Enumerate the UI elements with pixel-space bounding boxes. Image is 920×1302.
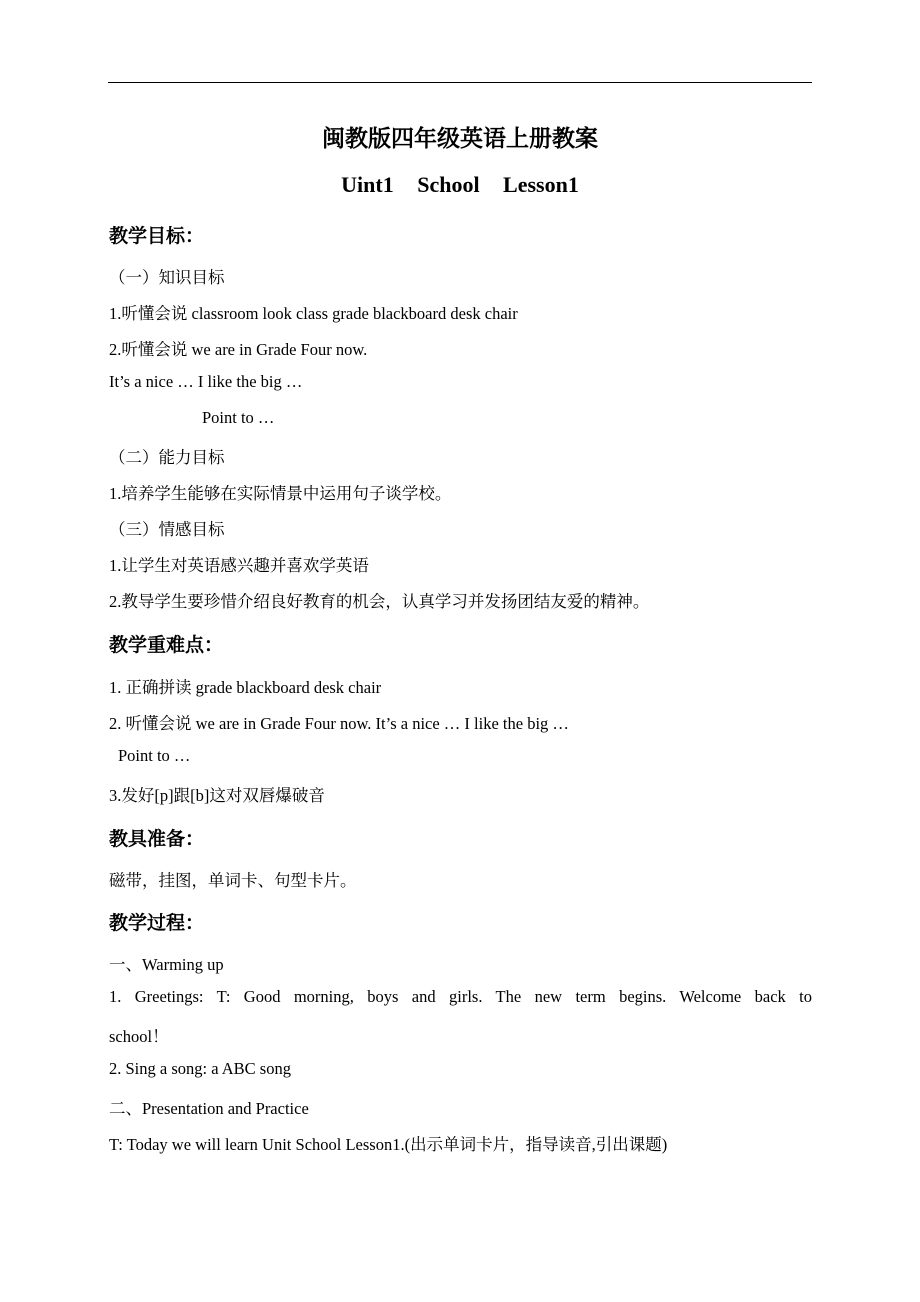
knowledge-item-4: Point to … (202, 408, 275, 427)
presentation-heading: 二、Presentation and Practice (109, 1099, 309, 1118)
knowledge-item-2: 2.听懂会说 we are in Grade Four now. (109, 340, 368, 359)
ability-item-1: 1.培养学生能够在实际情景中运用句子谈学校。 (109, 484, 452, 503)
emotion-item-2: 2.教导学生要珍惜介绍良好教育的机会，认真学习并发扬团结友爱的精神。 (109, 592, 650, 611)
objectives-heading: 教学目标： (109, 225, 205, 247)
header-rule (108, 82, 812, 83)
materials-text: 磁带，挂图，单词卡、句型卡片。 (109, 871, 357, 890)
process-heading: 教学过程： (109, 912, 205, 934)
emotion-heading: （三）情感目标 (109, 520, 225, 539)
knowledge-heading: （一）知识目标 (109, 268, 225, 287)
warmup-item-2: 2. Sing a song: a ABC song (109, 1059, 291, 1078)
key-point-2: 2. 听懂会说 we are in Grade Four now. It’s a nice … I like the big … (109, 714, 569, 733)
key-points-heading: 教学重难点： (109, 634, 224, 656)
key-point-4: 3.发好[p]跟[b]这对双唇爆破音 (109, 786, 325, 805)
materials-heading: 教具准备： (109, 828, 205, 850)
warmup-item-1-cont: school！ (109, 1027, 169, 1046)
knowledge-item-1: 1.听懂会说 classroom look class grade blackboard desk chair (109, 304, 518, 323)
emotion-item-1: 1.让学生对英语感兴趣并喜欢学英语 (109, 556, 369, 575)
presentation-item-1: T: Today we will learn Unit School Lesson1.(出示单词卡片，指导读音,引出课题) (109, 1135, 668, 1154)
key-point-1: 1. 正确拼读 grade blackboard desk chair (109, 678, 382, 697)
document-title: 闽教版四年级英语上册教案 (322, 125, 598, 152)
warmup-heading: 一、Warming up (109, 955, 224, 974)
key-point-3: Point to … (118, 746, 191, 765)
knowledge-item-3: It’s a nice … I like the big … (109, 372, 303, 391)
document-subtitle: Uint1 School Lesson1 (341, 172, 579, 197)
ability-heading: （二）能力目标 (109, 448, 225, 467)
warmup-item-1: 1. Greetings: T: Good morning, boys and girls. The new term begins. Welcome back to (109, 987, 812, 1006)
